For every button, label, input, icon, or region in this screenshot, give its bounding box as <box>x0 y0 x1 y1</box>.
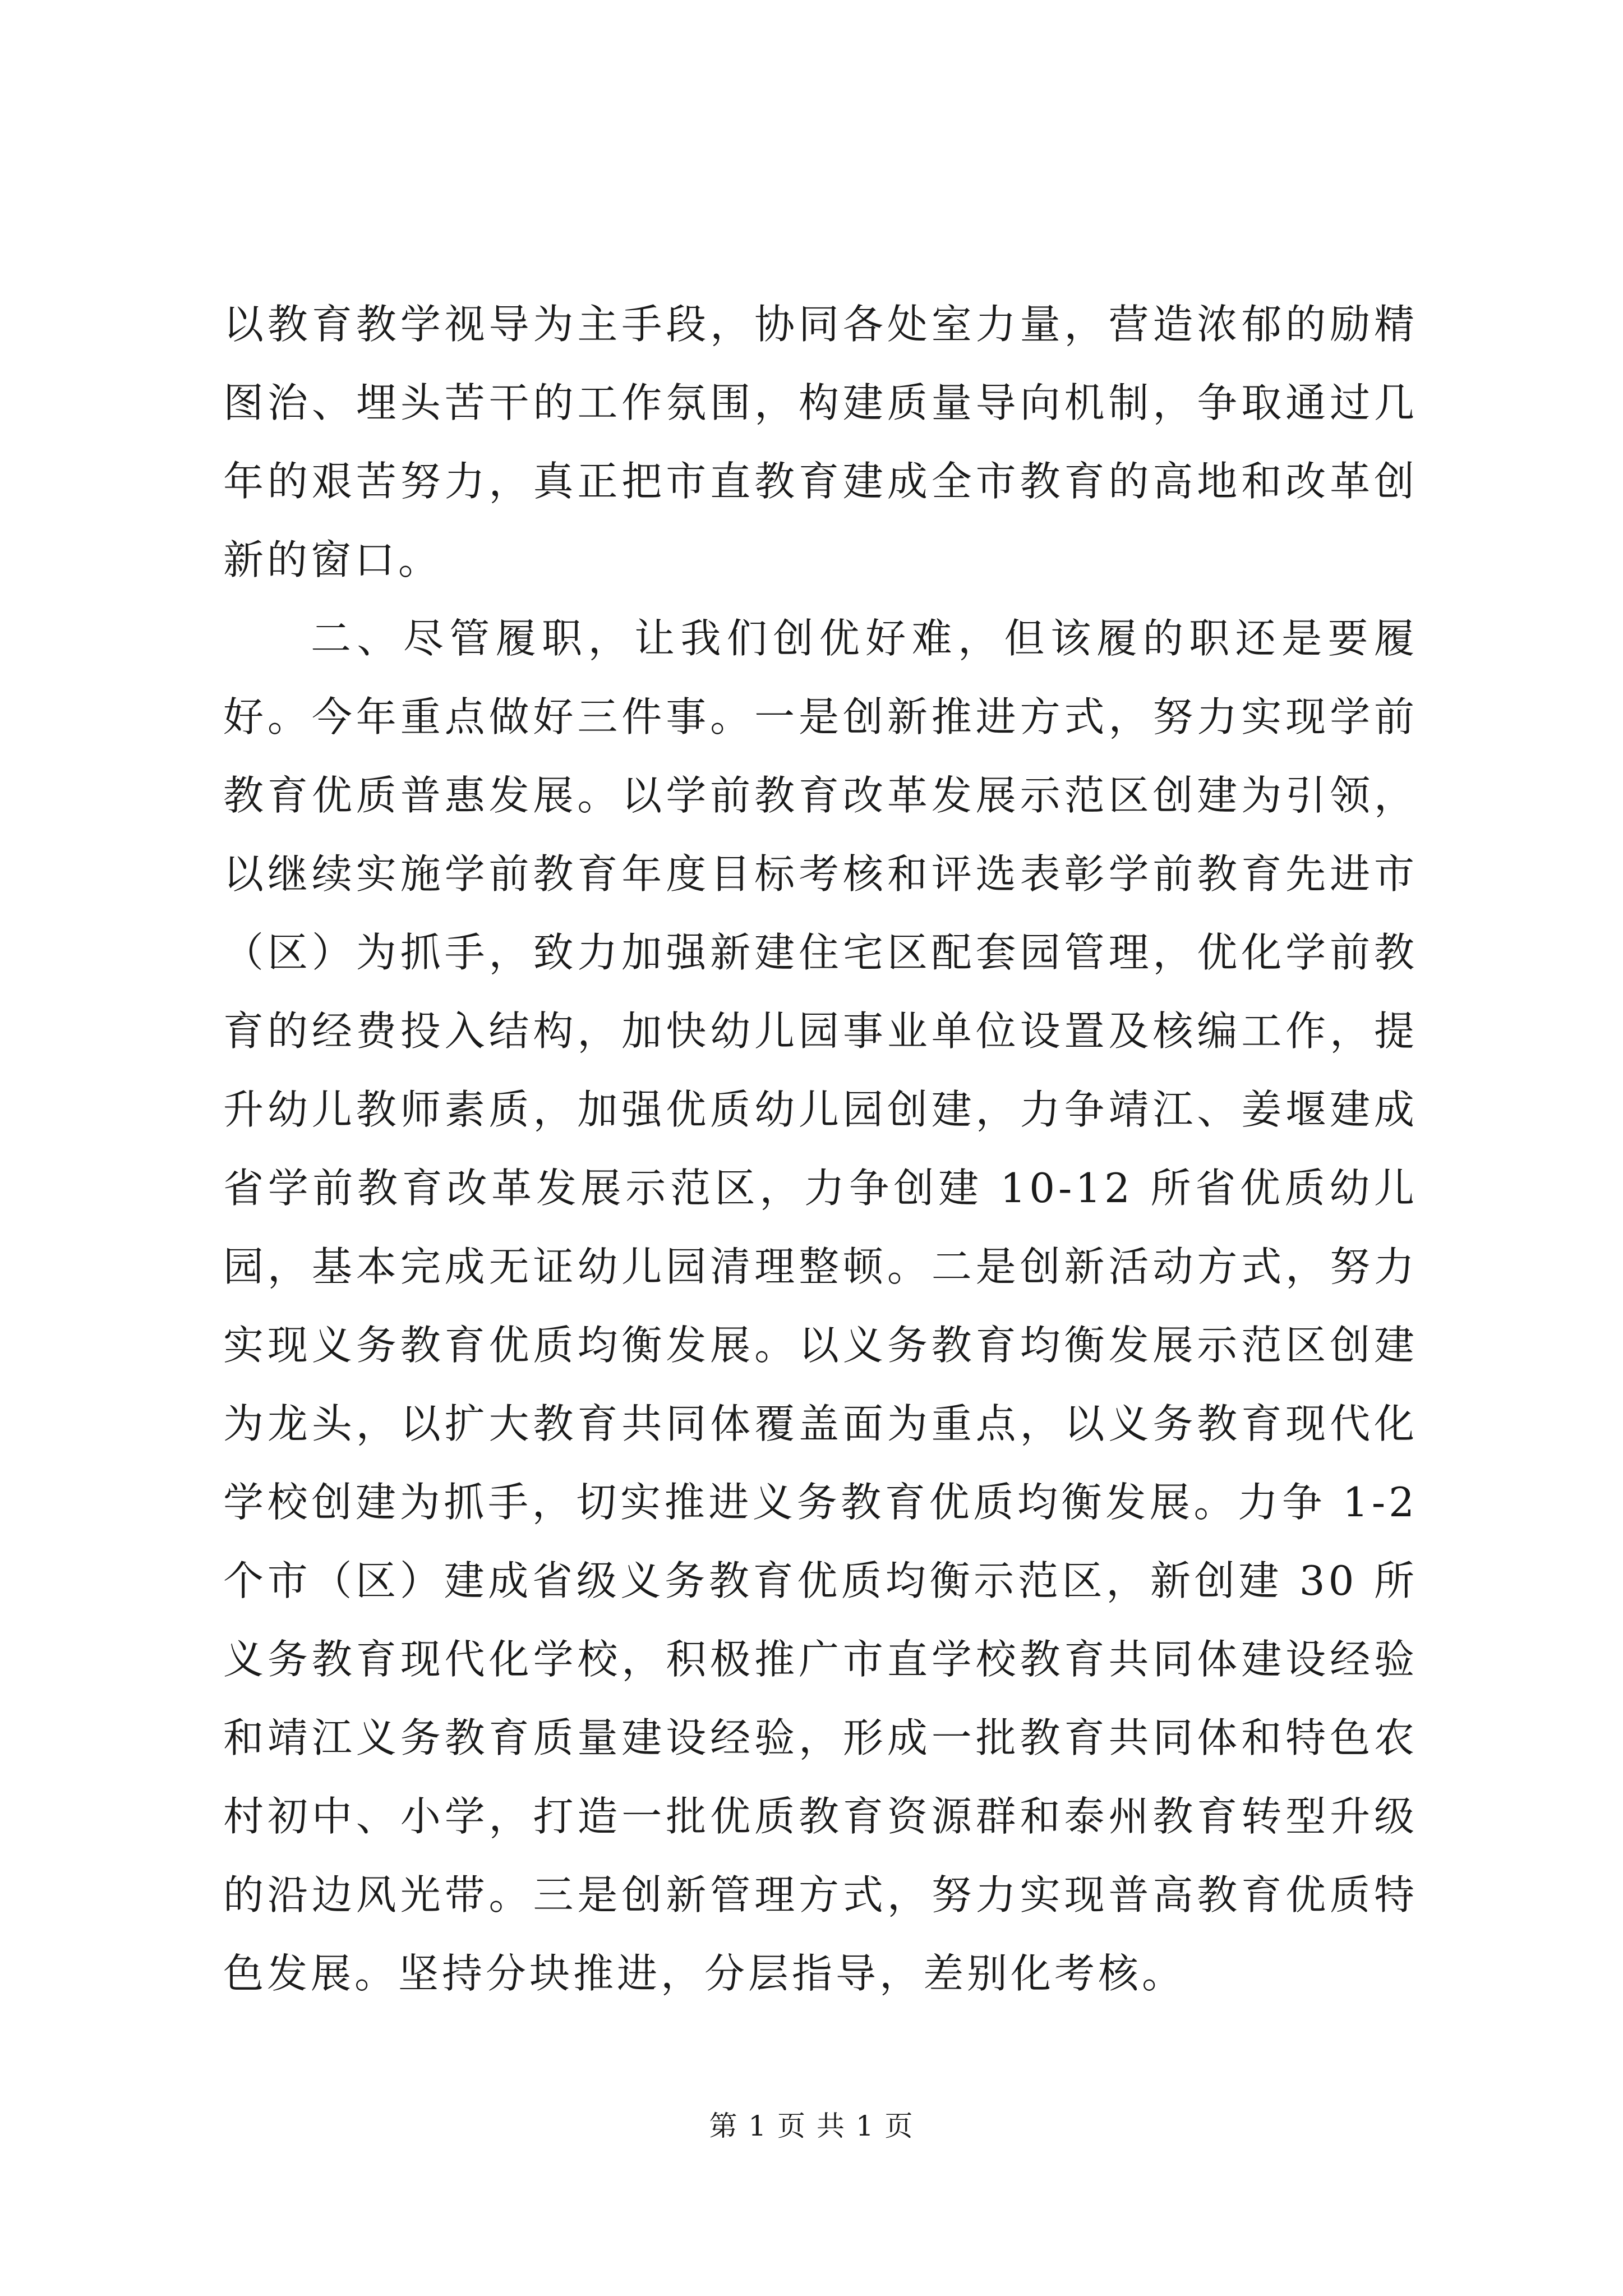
page-footer: 第 1 页 共 1 页 <box>709 2110 914 2142</box>
paragraph-continuation: 以教育教学视导为主手段，协同各处室力量，营造浓郁的励精图治、埋头苦干的工作氛围，构建质量导向机制，争取通过几年的艰苦努力，真正把市直教育建成全市教育的高地和改革创新的窗口。 <box>223 301 1418 583</box>
document-body <box>223 285 1418 2013</box>
paragraph-section-two: 二、尽管履职，让我们创优好难，但该履的职还是要履好。今年重点做好三件事。一是创新推进方式，努力实现学前教育优质普惠发展。以学前教育改革发展示范区创建为引领，以继续实施学前教育年度目标考核和评选表彰学前教育先进市（区）为抓手，致力加强新建住宅区配套园管理，优化学前教育的经费投入结构，加快幼儿园事业单位设置及核编工作，提升幼儿教师素质，加强优质幼儿园创建，力争靖江、姜堰建成省学前教育改革发展示范区，力争创建 10-12 所省优质幼儿园，基本完成无证幼儿园清理整顿。二是创新活动方式，努力实现义务教育优质均衡发展。以义务教育均衡发展示范区创建为龙头，以扩大教育共同体覆盖面为重点，以义务教育现代化学校创建为抓手，切实推进义务教育优质均衡发展。力争 1-2 个市（区）建成省级义务教育优质均衡示范区，新创建 30 所义务教育现代化学校，积极推广市直学校教育共同体建设经验和靖江义务教育质量建设经验，形成一批教育共同体和特色农村初中、小学，打造一批优质教育资源群和泰州教育转型升级的沿边风光带。三是创新管理方式，努力实现普高教育优质特色发展。坚持分块推进，分层指导，差别化考核。 <box>223 615 1418 1997</box>
